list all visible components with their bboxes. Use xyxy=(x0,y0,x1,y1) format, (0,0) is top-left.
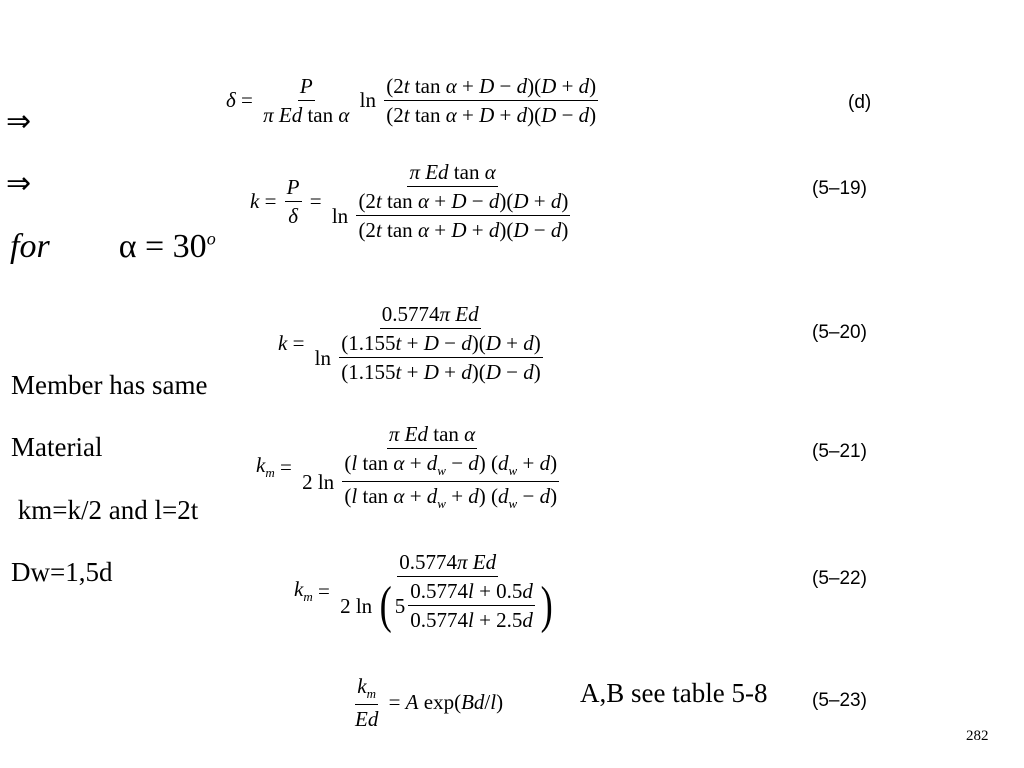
equation-number-5-20: (5–20) xyxy=(812,322,867,343)
km-note: km=k/2 and l=2t xyxy=(11,495,199,525)
implies-arrow-2: ⇒ xyxy=(6,166,32,201)
degree-symbol: o xyxy=(206,228,216,249)
alpha-condition xyxy=(10,228,216,266)
material-note: Material xyxy=(11,432,103,462)
table-reference-note: A,B see table 5-8 xyxy=(580,678,768,708)
implies-arrow-1: ⇒ xyxy=(6,104,32,139)
equation-number-5-21: (5–21) xyxy=(812,441,867,462)
page-number: 282 xyxy=(966,728,989,744)
equation-5-23: $\frac{k_m}{Ed}$ = A exp( Bd / l ) xyxy=(355,674,504,732)
dw-note: Dw=1,5d xyxy=(11,557,113,587)
equation-5-20: k = 0.5774π Ed ln $\frac{(1.155t + D - d)(D + d)}{(1.155t + D + d)(D - d)}$ xyxy=(278,302,541,385)
equation-delta: δ = $\frac{P}{\text{π Ed tan α}}$ ln $\frac{\text{(2t tan α + D − d)(D + d)}}{\text{(2t tan α + D + d)(D − d)}}$ xyxy=(226,74,597,128)
equation-number-5-19: (5–19) xyxy=(812,178,867,199)
member-note: Member has same xyxy=(11,370,208,400)
equation-number-5-22: (5–22) xyxy=(812,568,867,589)
equation-5-22: $k_m$ = 0.5774π Ed 2 ln ( 5 $\frac{0.5774l + 0.5d}{0.5774l + 2.5d}$ ) xyxy=(294,550,553,634)
equation-number-5-23: (5–23) xyxy=(812,690,867,711)
alpha-value: α = 30 xyxy=(118,228,207,265)
equation-number-d: (d) xyxy=(848,92,872,113)
equation-5-21: $k_m$ = π Ed tan α 2 ln $\frac{(l \tan \alpha + d_w - d) (d_w + d)}{(l \tan \alpha + d_w + d) (d_w - d)}$ xyxy=(256,422,558,512)
equation-5-19: k = $\frac{P}{\delta}$ = π Ed tan α ln $\frac{\text{(2t tan α + D − d)(D + d)}}{\text{(2t tan α + D + d)(D − d)}}$ xyxy=(250,160,569,243)
for-word: for xyxy=(10,228,50,265)
